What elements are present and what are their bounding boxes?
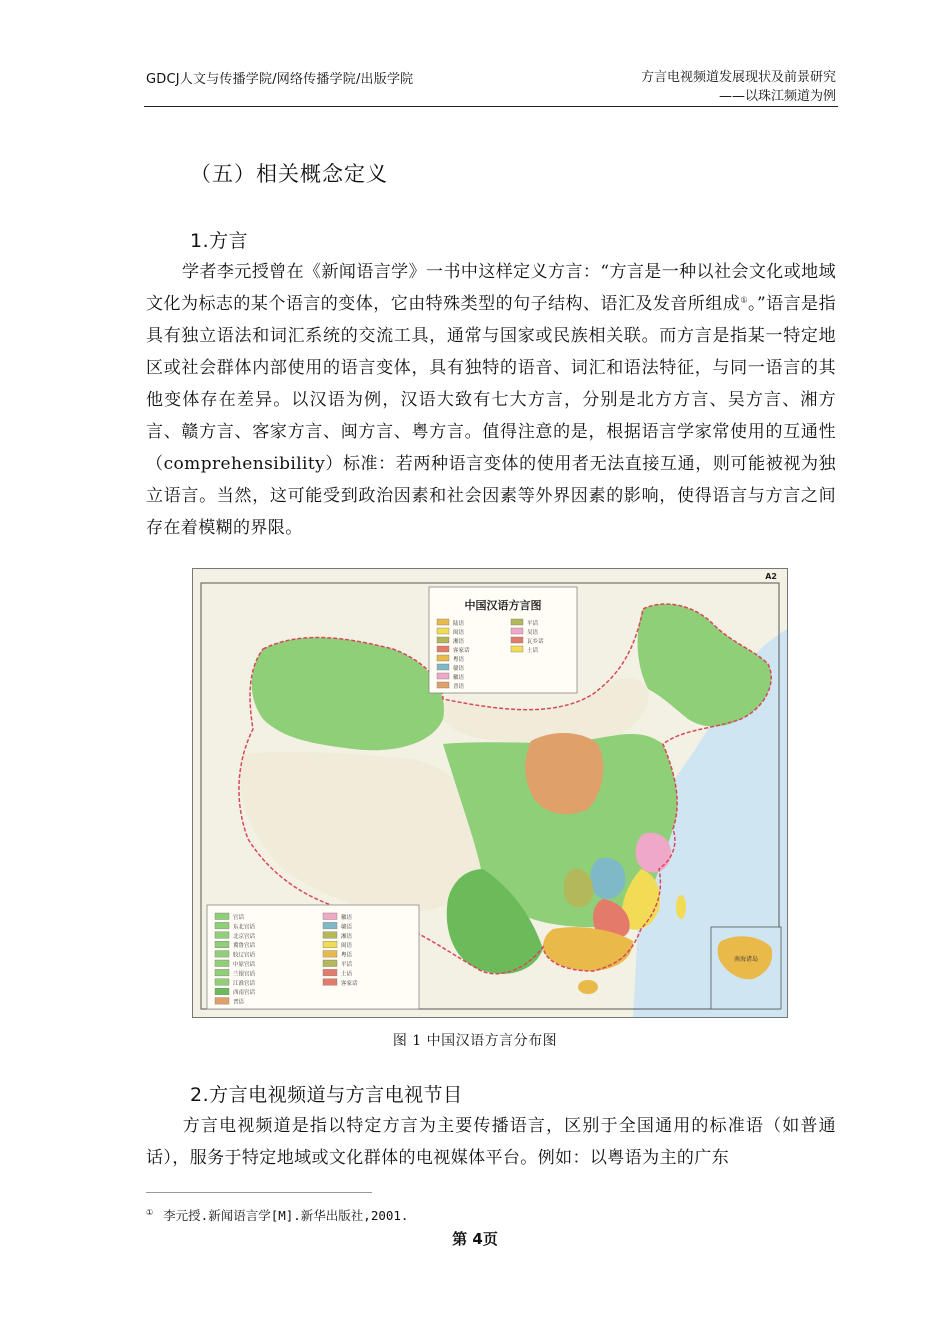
paragraph-text-part2: 。”语言是指具有独立语法和词汇系统的交流工具，通常与国家或民族相关联。而方言是指某一特定地区或社会群体内部使用的语言变体，具有独特的语音、词汇和语法特征，与同一语言的其他变体存在差异。以汉语为例，汉语大致有七大方言，分别是北方方言、吴方言、湘方言、赣方言、客家方言、闽方言、粤方言。值得注意的是，根据语言学家常使用的互通性（comprehensibility）标准：若两种语言变体的使用者无法直接互通，则可能被视为独立语言。当然，这可能受到政治因素和社会因素等外界因素的影响，使得语言与方言之间存在着模糊的界限。	[146, 294, 836, 538]
legend-label: 闽语	[341, 943, 353, 950]
legend-swatch	[437, 682, 449, 688]
figure-caption: 图 1 中国汉语方言分布图	[392, 1033, 558, 1049]
legend-swatch	[215, 998, 229, 1005]
legend-swatch	[437, 646, 449, 652]
legend-label: 江淮官话	[233, 980, 256, 987]
legend-swatch	[323, 979, 337, 986]
legend-label: 吴语	[527, 630, 539, 636]
legend-swatch	[511, 646, 523, 652]
legend-swatch	[215, 988, 229, 995]
paragraph-dialect-tv-text: 方言电视频道是指以特定方言为主要传播语言，区别于全国通用的标准语（如普通话），服务于特定地域或文化群体的电视媒体平台。例如：以粤语为主的广东	[146, 1116, 836, 1168]
legend-swatch	[511, 637, 523, 643]
legend-swatch	[323, 941, 337, 948]
legend-label: 土话	[341, 971, 353, 978]
legend-label: 瓦乡话	[527, 639, 544, 645]
legend-swatch	[437, 619, 449, 625]
footnote-mark: ①	[146, 1207, 154, 1217]
footnote-reference[interactable]: ①	[740, 295, 748, 305]
legend-swatch	[323, 969, 337, 976]
map-corner-label: A2	[765, 572, 777, 581]
legend-swatch	[511, 628, 523, 634]
header-right-text	[641, 68, 836, 106]
legend-swatch	[437, 664, 449, 670]
header-title: 方言电视频道发展现状及前景研究	[640, 70, 836, 85]
legend-label: 东北官话	[233, 924, 256, 931]
legend-label: 客家话	[341, 980, 358, 987]
legend-label: 西南官话	[233, 990, 256, 997]
legend-swatch	[215, 969, 229, 976]
header-divider	[144, 106, 838, 107]
legend-label: 平话	[527, 621, 539, 627]
legend-swatch	[215, 941, 229, 948]
legend-swatch	[437, 628, 449, 634]
legend-label: 湘语	[341, 933, 353, 940]
header-subtitle: ——以珠江频道为例	[718, 89, 836, 104]
legend-label: 徽语	[453, 675, 465, 681]
legend-swatch	[215, 979, 229, 986]
legend-label: 赣语	[341, 924, 353, 931]
legend-label: 晋语	[233, 999, 245, 1006]
legend-swatch	[215, 932, 229, 939]
region-gan	[590, 858, 625, 899]
inset-label: 南海诸岛	[733, 956, 759, 963]
paragraph-dialect-definition	[146, 256, 836, 544]
page-number: 第 4页	[452, 1230, 498, 1248]
paragraph-dialect-tv	[146, 1110, 836, 1174]
legend-label: 晋语	[453, 684, 465, 690]
subheading-dialect: 1.方言	[190, 230, 249, 252]
legend-label: 胶辽官话	[233, 952, 256, 959]
subheading-dialect-tv: 2.方言电视频道与方言电视节目	[190, 1084, 463, 1106]
legend-swatch	[323, 913, 337, 920]
region-jin	[525, 733, 603, 814]
legend-swatch	[511, 619, 523, 625]
legend-label: 陆语	[453, 621, 465, 627]
china-dialect-map	[193, 569, 787, 1017]
legend-label: 徽语	[341, 915, 353, 921]
section-heading: （五）相关概念定义	[190, 162, 388, 186]
legend-swatch	[323, 951, 337, 958]
legend-label: 平话	[341, 962, 353, 968]
legend-label: 北京官话	[233, 933, 256, 940]
legend-label: 闽语	[453, 630, 465, 636]
legend-swatch	[215, 913, 229, 920]
island-taiwan	[676, 895, 686, 919]
legend-label: 粤语	[453, 657, 465, 663]
legend-swatch	[323, 932, 337, 939]
legend-swatch	[215, 960, 229, 967]
legend-label: 冀鲁官话	[233, 943, 256, 950]
map-title: 中国汉语方言图	[464, 599, 542, 612]
legend-swatch	[215, 951, 229, 958]
legend-label: 土话	[527, 648, 539, 654]
header-left-text: GDCJ人文与传播学院/网络传播学院/出版学院	[146, 72, 414, 87]
legend-label: 客家话	[453, 648, 470, 654]
legend-label: 粤语	[341, 952, 353, 959]
legend-swatch	[323, 922, 337, 929]
legend-label: 中原官话	[233, 962, 256, 968]
island-hainan	[578, 980, 598, 994]
legend-label: 湘语	[453, 639, 465, 645]
legend-swatch	[437, 655, 449, 661]
legend-label: 官话	[233, 915, 245, 921]
legend-swatch	[437, 637, 449, 643]
legend-swatch	[215, 922, 229, 929]
legend-swatch	[323, 960, 337, 967]
footnote-text: 李元授.新闻语言学[M].新华出版社,2001.	[163, 1208, 409, 1223]
dialect-map-figure	[192, 568, 788, 1018]
legend-swatch	[437, 673, 449, 679]
legend-label: 兰银官话	[233, 971, 256, 978]
legend-label: 赣语	[453, 666, 465, 672]
footnote-divider	[146, 1192, 372, 1193]
footnote	[146, 1206, 408, 1224]
paragraph-text-part1: 学者李元授曾在《新闻语言学》一书中这样定义方言：“方言是一种以社会文化或地域文化为标志的某个语言的变体，它由特殊类型的句子结构、语汇及发音所组成	[146, 262, 836, 314]
